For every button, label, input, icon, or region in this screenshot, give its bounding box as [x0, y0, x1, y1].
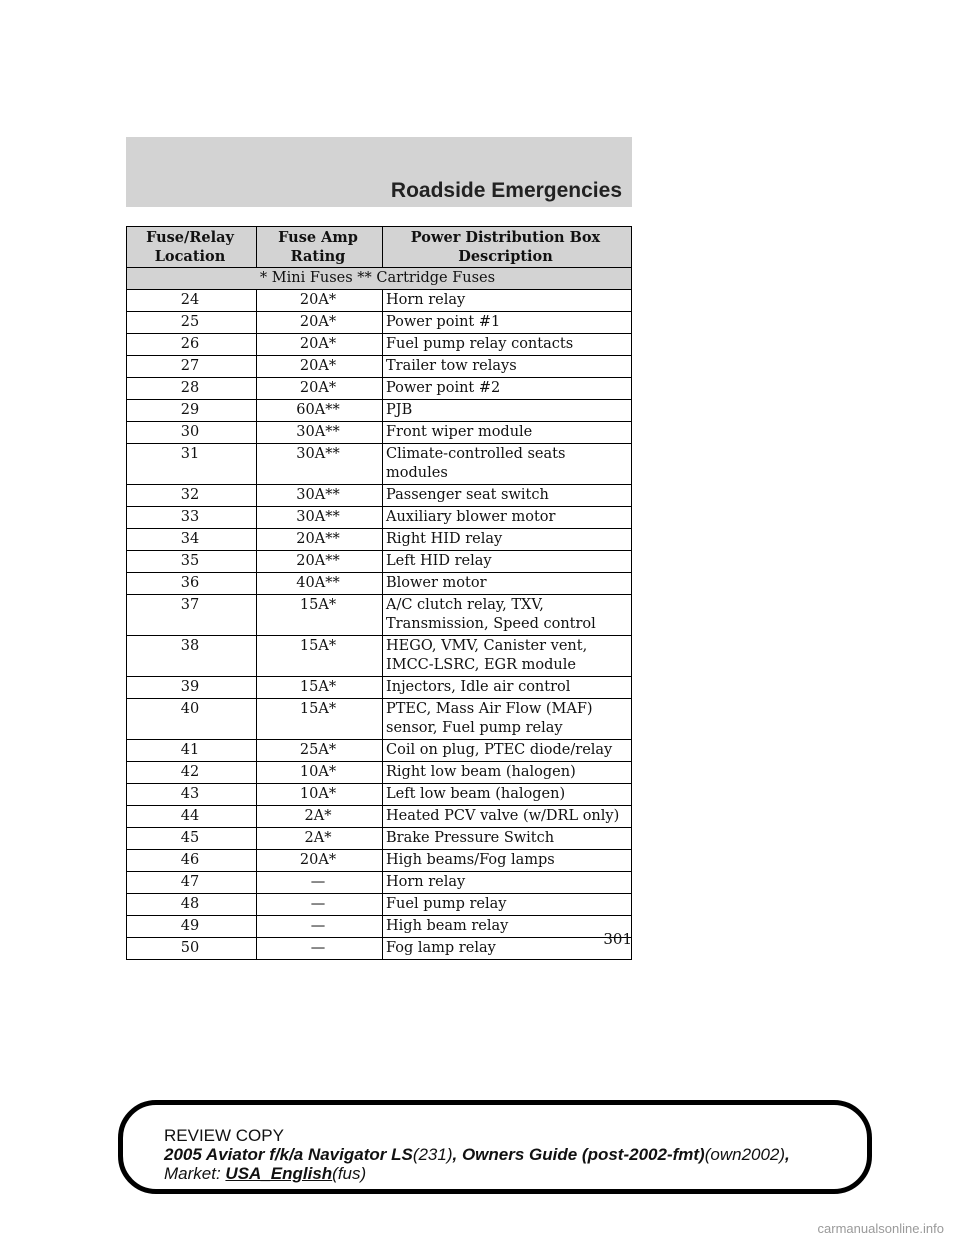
fuse-location: 28 [127, 378, 257, 400]
fuse-amp-rating: 20A** [257, 551, 383, 573]
fuse-location: 41 [127, 740, 257, 762]
table-row [127, 916, 632, 938]
fuse-amp-rating: 15A* [257, 699, 383, 740]
market-line: Market: USA_English(fus) [164, 1164, 367, 1183]
fuse-description: Fuel pump relay contacts [383, 334, 632, 356]
fuse-location: 36 [127, 573, 257, 595]
fuse-amp-rating: 2A* [257, 806, 383, 828]
fuse-description: Trailer tow relays [383, 356, 632, 378]
fuse-location: 37 [127, 595, 257, 636]
table-row [127, 312, 632, 334]
table-row [127, 400, 632, 422]
fuse-amp-rating: 20A* [257, 356, 383, 378]
fuse-amp-rating: 15A* [257, 595, 383, 636]
table-row [127, 806, 632, 828]
fuse-location: 50 [127, 938, 257, 960]
fuse-description: Left low beam (halogen) [383, 784, 632, 806]
fuse-amp-rating: 20A* [257, 312, 383, 334]
fuse-location: 44 [127, 806, 257, 828]
table-row [127, 507, 632, 529]
fuse-location: 30 [127, 422, 257, 444]
table-row [127, 850, 632, 872]
fuse-amp-rating: — [257, 916, 383, 938]
table-row [127, 356, 632, 378]
table-row [127, 938, 632, 960]
fuse-description: Right low beam (halogen) [383, 762, 632, 784]
fuse-location: 29 [127, 400, 257, 422]
fuse-type-note: * Mini Fuses ** Cartridge Fuses [127, 268, 632, 290]
fuse-location: 31 [127, 444, 257, 485]
table-header-row [127, 227, 632, 268]
model-line: 2005 Aviator f/k/a Navigator LS(231), Owners Guide (post-2002-fmt)(own2002), [164, 1145, 790, 1164]
fuse-description: Blower motor [383, 573, 632, 595]
section-header-band [126, 137, 632, 207]
fuse-amp-rating: 20A** [257, 529, 383, 551]
table-row [127, 740, 632, 762]
fuse-description: Power point #2 [383, 378, 632, 400]
table-row [127, 636, 632, 677]
table-row [127, 485, 632, 507]
fuse-type-note-row [127, 268, 632, 290]
fuse-description: Brake Pressure Switch [383, 828, 632, 850]
fuse-description: High beam relay [383, 916, 632, 938]
fuse-description: Climate-controlled seats modules [383, 444, 632, 485]
fuse-location: 45 [127, 828, 257, 850]
table-row [127, 894, 632, 916]
table-body [127, 290, 632, 960]
fuse-description: High beams/Fog lamps [383, 850, 632, 872]
table-row [127, 573, 632, 595]
fuse-amp-rating: 60A** [257, 400, 383, 422]
fuse-description: Injectors, Idle air control [383, 677, 632, 699]
table-row [127, 595, 632, 636]
fuse-amp-rating: — [257, 872, 383, 894]
fuse-location: 24 [127, 290, 257, 312]
table-row [127, 551, 632, 573]
fuse-location: 32 [127, 485, 257, 507]
fuse-location: 49 [127, 916, 257, 938]
table-row [127, 828, 632, 850]
fuse-location: 46 [127, 850, 257, 872]
fuse-amp-rating: 10A* [257, 784, 383, 806]
fuse-description: Power point #1 [383, 312, 632, 334]
fuse-amp-rating: 20A* [257, 850, 383, 872]
fuse-amp-rating: 20A* [257, 290, 383, 312]
watermark: carmanualsonline.info [817, 1221, 944, 1236]
fuse-amp-rating: 25A* [257, 740, 383, 762]
review-copy-text [164, 1126, 864, 1183]
table-row [127, 762, 632, 784]
column-header-description: Power Distribution Box Description [383, 227, 632, 268]
fuse-description: HEGO, VMV, Canister vent, IMCC-LSRC, EGR module [383, 636, 632, 677]
table-row [127, 378, 632, 400]
fuse-amp-rating: — [257, 894, 383, 916]
column-header-location: Fuse/Relay Location [127, 227, 257, 268]
fuse-amp-rating: 30A** [257, 507, 383, 529]
fuse-location: 26 [127, 334, 257, 356]
table-row [127, 444, 632, 485]
review-label: REVIEW COPY [164, 1126, 284, 1145]
table-row [127, 699, 632, 740]
fuse-location: 33 [127, 507, 257, 529]
fuse-location: 34 [127, 529, 257, 551]
fuse-amp-rating: 30A** [257, 444, 383, 485]
table-row [127, 422, 632, 444]
fuse-location: 42 [127, 762, 257, 784]
page-number: 301 [603, 930, 632, 948]
fuse-location: 38 [127, 636, 257, 677]
fuse-description: Left HID relay [383, 551, 632, 573]
fuse-description: Auxiliary blower motor [383, 507, 632, 529]
fuse-amp-rating: 2A* [257, 828, 383, 850]
section-title: Roadside Emergencies [390, 179, 622, 202]
fuse-location: 35 [127, 551, 257, 573]
fuse-amp-rating: 20A* [257, 334, 383, 356]
fuse-description: Fuel pump relay [383, 894, 632, 916]
column-header-rating: Fuse Amp Rating [257, 227, 383, 268]
fuse-description: PJB [383, 400, 632, 422]
fuse-location: 25 [127, 312, 257, 334]
fuse-description: Front wiper module [383, 422, 632, 444]
fuse-location: 48 [127, 894, 257, 916]
fuse-amp-rating: 10A* [257, 762, 383, 784]
fuse-amp-rating: 15A* [257, 677, 383, 699]
fuse-description: Passenger seat switch [383, 485, 632, 507]
fuse-description: Right HID relay [383, 529, 632, 551]
fuse-description: Horn relay [383, 872, 632, 894]
fuse-amp-rating: 20A* [257, 378, 383, 400]
fuse-description: PTEC, Mass Air Flow (MAF) sensor, Fuel pump relay [383, 699, 632, 740]
fuse-description: A/C clutch relay, TXV, Transmission, Speed control [383, 595, 632, 636]
fuse-amp-rating: — [257, 938, 383, 960]
fuse-location: 47 [127, 872, 257, 894]
table-row [127, 784, 632, 806]
fuse-table [126, 226, 632, 960]
table-row [127, 290, 632, 312]
fuse-amp-rating: 15A* [257, 636, 383, 677]
fuse-description: Horn relay [383, 290, 632, 312]
fuse-description: Heated PCV valve (w/DRL only) [383, 806, 632, 828]
fuse-description: Coil on plug, PTEC diode/relay [383, 740, 632, 762]
fuse-amp-rating: 30A** [257, 422, 383, 444]
table-row [127, 872, 632, 894]
table-row [127, 334, 632, 356]
fuse-location: 39 [127, 677, 257, 699]
fuse-location: 27 [127, 356, 257, 378]
fuse-amp-rating: 40A** [257, 573, 383, 595]
fuse-location: 40 [127, 699, 257, 740]
table-row [127, 677, 632, 699]
fuse-description: Fog lamp relay [383, 938, 632, 960]
table-row [127, 529, 632, 551]
fuse-amp-rating: 30A** [257, 485, 383, 507]
fuse-location: 43 [127, 784, 257, 806]
